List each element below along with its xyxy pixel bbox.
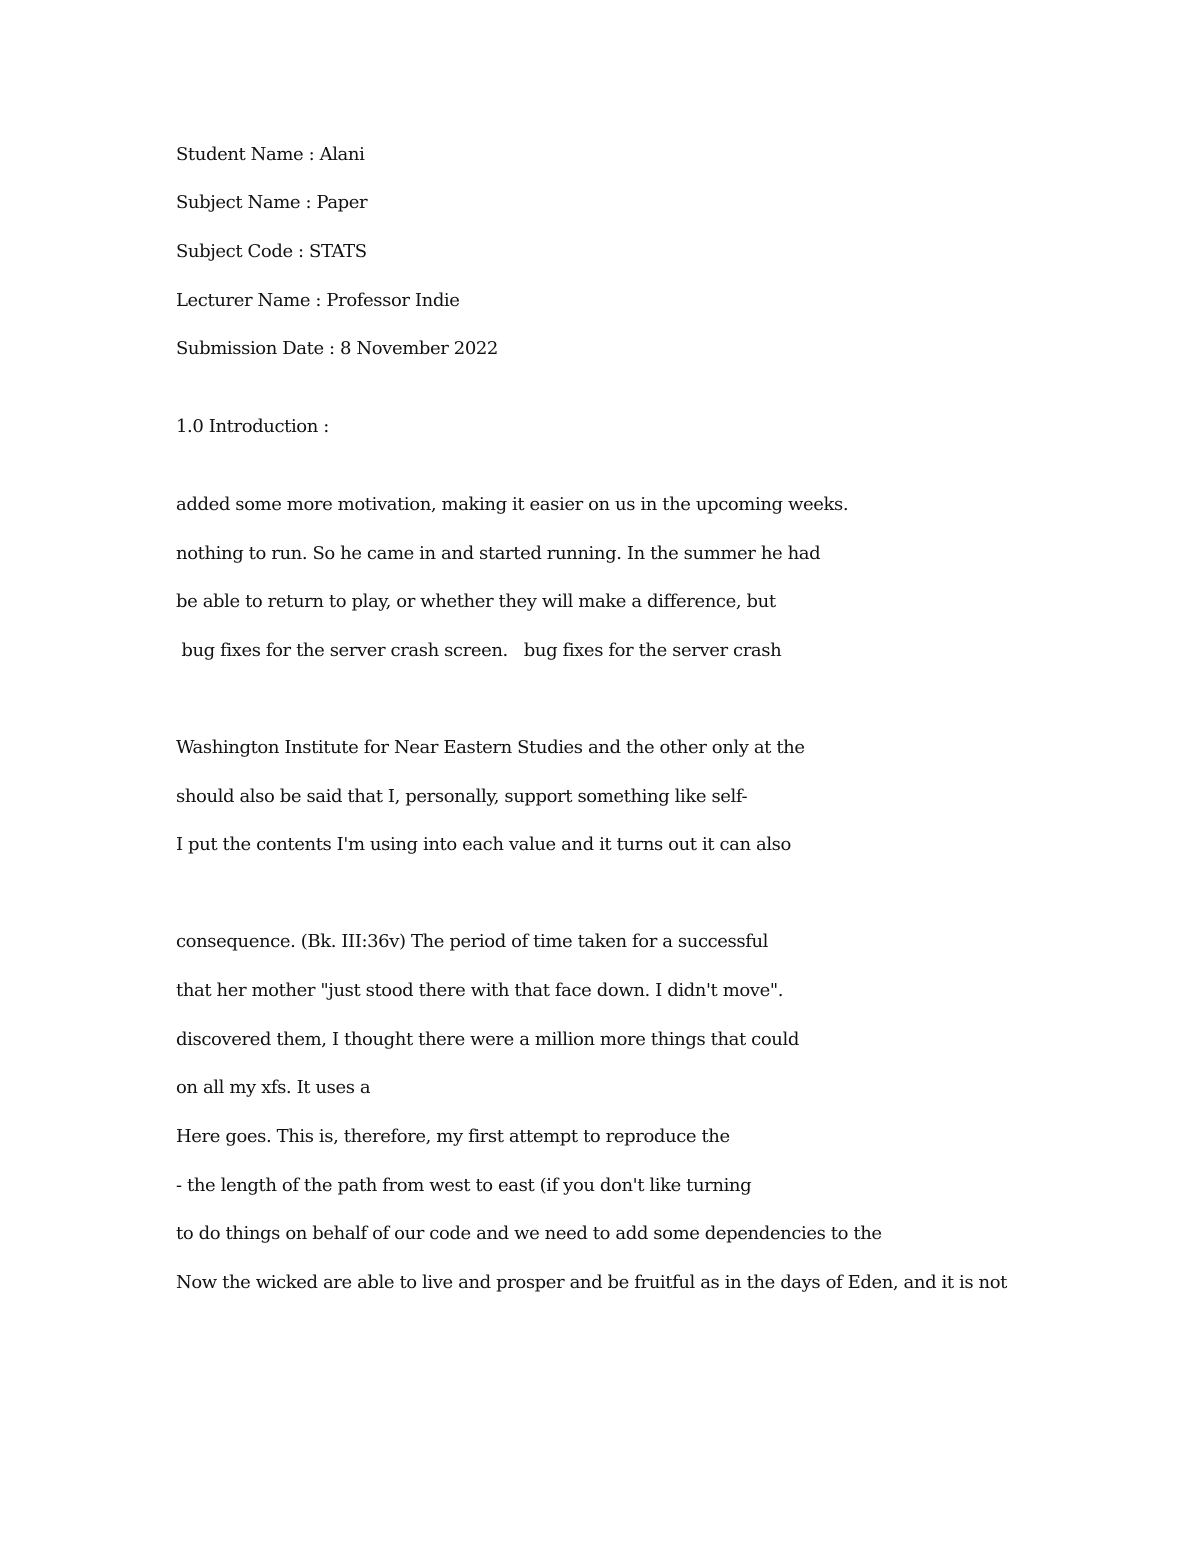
paragraph-line: to do things on behalf of our code and we need to add some dependencies to the [176,1223,882,1244]
paragraph-line: Here goes. This is, therefore, my first attempt to reproduce the [176,1126,730,1147]
paragraph-line: should also be said that I, personally, support something like self- [176,786,748,807]
paragraph-line: added some more motivation, making it easier on us in the upcoming weeks. [176,494,849,515]
paragraph-line: on all my xfs. It uses a [176,1077,371,1098]
paragraph-line: nothing to run. So he came in and started running. In the summer he had [176,543,821,564]
paragraph-line: Now the wicked are able to live and prosper and be fruitful as in the days of Eden, and it is not [176,1272,1008,1293]
paragraph-line: bug fixes for the server crash screen. bug fixes for the server crash [176,640,782,661]
submission-date: Submission Date : 8 November 2022 [176,338,498,359]
paragraph-line: be able to return to play, or whether they will make a difference, but [176,591,776,612]
section-heading: 1.0 Introduction : [176,416,329,437]
paragraph-line: discovered them, I thought there were a million more things that could [176,1029,799,1050]
paragraph-line: consequence. (Bk. III:36v) The period of time taken for a successful [176,931,769,952]
lecturer-name: Lecturer Name : Professor Indie [176,290,460,311]
subject-code: Subject Code : STATS [176,241,367,262]
paragraph-line: Washington Institute for Near Eastern Studies and the other only at the [176,737,805,758]
paragraph-line: - the length of the path from west to east (if you don't like turning [176,1175,752,1196]
paragraph-line: I put the contents I'm using into each value and it turns out it can also [176,834,791,855]
student-name: Student Name : Alani [176,144,365,165]
paragraph-line: that her mother "just stood there with that face down. I didn't move". [176,980,784,1001]
subject-name: Subject Name : Paper [176,192,368,213]
